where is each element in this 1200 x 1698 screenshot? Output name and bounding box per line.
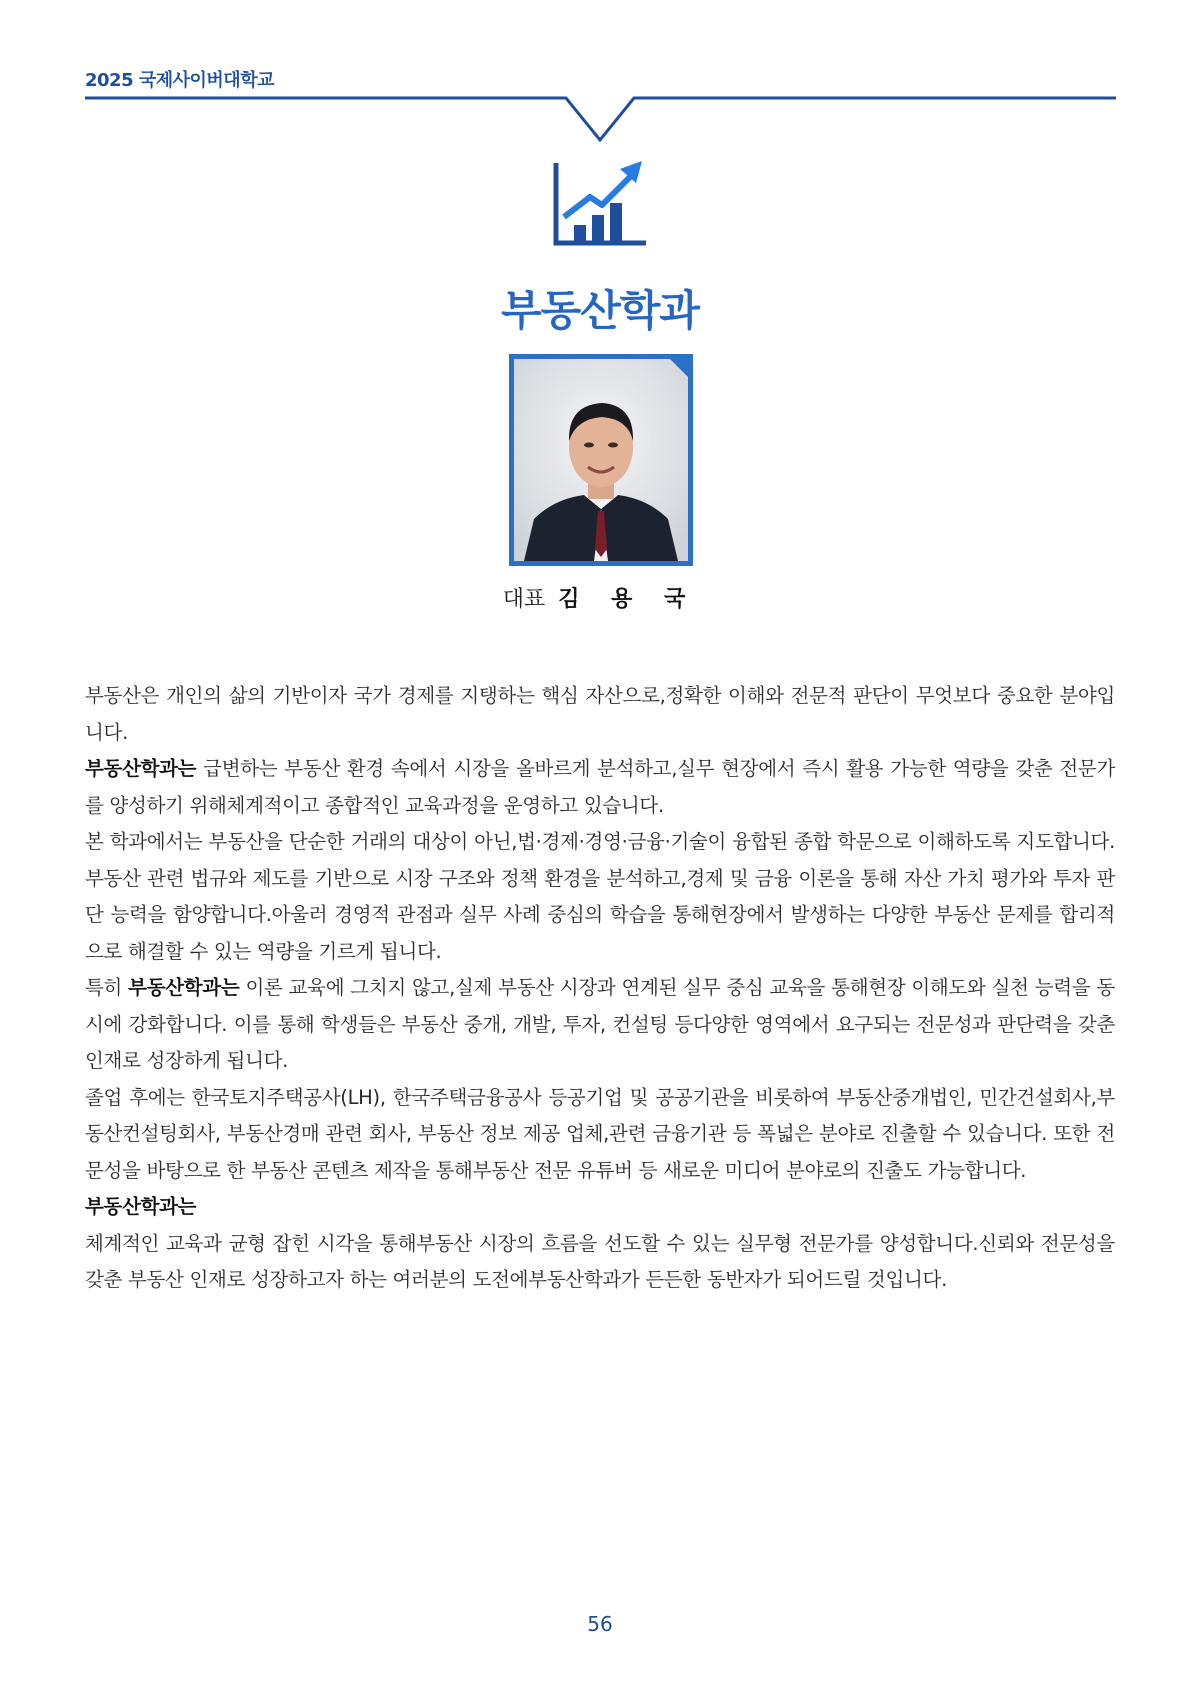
representative-portrait bbox=[514, 359, 688, 561]
paragraph-overview: 부동산학과는 급변하는 부동산 환경 속에서 시장을 올바르게 분석하고,실무 현장에서 즉시 활용 가능한 역량을 갖춘 전문가를 양성하기 위해체계적이고 종합적인 교육과정을 운영하고 있습니다. bbox=[85, 757, 1115, 817]
representative-label: 대표 bbox=[502, 587, 546, 612]
representative-name: 김 용 국 bbox=[558, 587, 698, 612]
rising-bar-chart-icon bbox=[550, 155, 650, 250]
department-description bbox=[85, 678, 1115, 1299]
paragraph-intro: 부동산은 개인의 삶의 기반이자 국가 경제를 지탱하는 핵심 자산으로,정확한 이해와 전문적 판단이 무엇보다 중요한 분야입니다. bbox=[85, 684, 1115, 744]
paragraph-careers: 졸업 후에는 한국토지주택공사(LH), 한국주택금융공사 등공기업 및 공공기관을 비롯하여 부동산중개법인, 민간건설회사,부동산컨설팅회사, 부동산경매 관련 회사, 부동산 정보 제공 업체,관련 금융기관 등 폭넓은 분야로 진출할 수 있습니다. 또한 전문성을 바탕으로 한 부동산 콘텐츠 제작을 통해부동산 전문 유튜버 등 새로운 미디어 분야로의 진출도 가능합니다. bbox=[85, 1085, 1115, 1182]
portrait-frame bbox=[509, 354, 693, 566]
department-name-bold: 부동산학과는 bbox=[85, 757, 197, 780]
department-name-bold: 부동산학과는 bbox=[128, 976, 240, 999]
header-divider bbox=[0, 0, 1200, 160]
paragraph-practice: 특히 부동산학과는 이론 교육에 그치지 않고,실제 부동산 시장과 연계된 실무 중심 교육을 통해현장 이해도와 실천 능력을 동시에 강화합니다. 이를 통해 학생들은 부동산 중개, 개발, 투자, 컨설팅 등다양한 영역에서 요구되는 전문성과 판단력을 갖춘 인재로 성장하게 됩니다. bbox=[85, 976, 1115, 1072]
header-title: 2025 국제사이버대학교 bbox=[85, 70, 274, 91]
department-title: 부동산학과 bbox=[501, 286, 699, 335]
paragraph-closing: 체계적인 교육과 균형 잡힌 시각을 통해부동산 시장의 흐름을 선도할 수 있는 실무형 전문가를 양성합니다.신뢰와 전문성을 갖춘 부동산 인재로 성장하고자 하는 여러분의 도전에부동산학과가 든든한 동반자가 되어드릴 것입니다. bbox=[85, 1231, 1115, 1291]
paragraph-closing-heading: 부동산학과는 bbox=[85, 1195, 197, 1218]
paragraph-curriculum: 본 학과에서는 부동산을 단순한 거래의 대상이 아닌,법·경제·경영·금융·기술이 융합된 종합 학문으로 이해하도록 지도합니다.부동산 관련 법규와 제도를 기반으로 시장 구조와 정책 환경을 분석하고,경제 및 금융 이론을 통해 자산 가치 평가와 투자 판단 능력을 함양합니다.아울러 경영적 관점과 실무 사례 중심의 학습을 통해현장에서 발생하는 다양한 부동산 문제를 합리적으로 해결할 수 있는 역량을 기르게 됩니다. bbox=[85, 830, 1115, 963]
page-number: 56 bbox=[587, 1612, 613, 1636]
representative-caption bbox=[0, 582, 1200, 613]
